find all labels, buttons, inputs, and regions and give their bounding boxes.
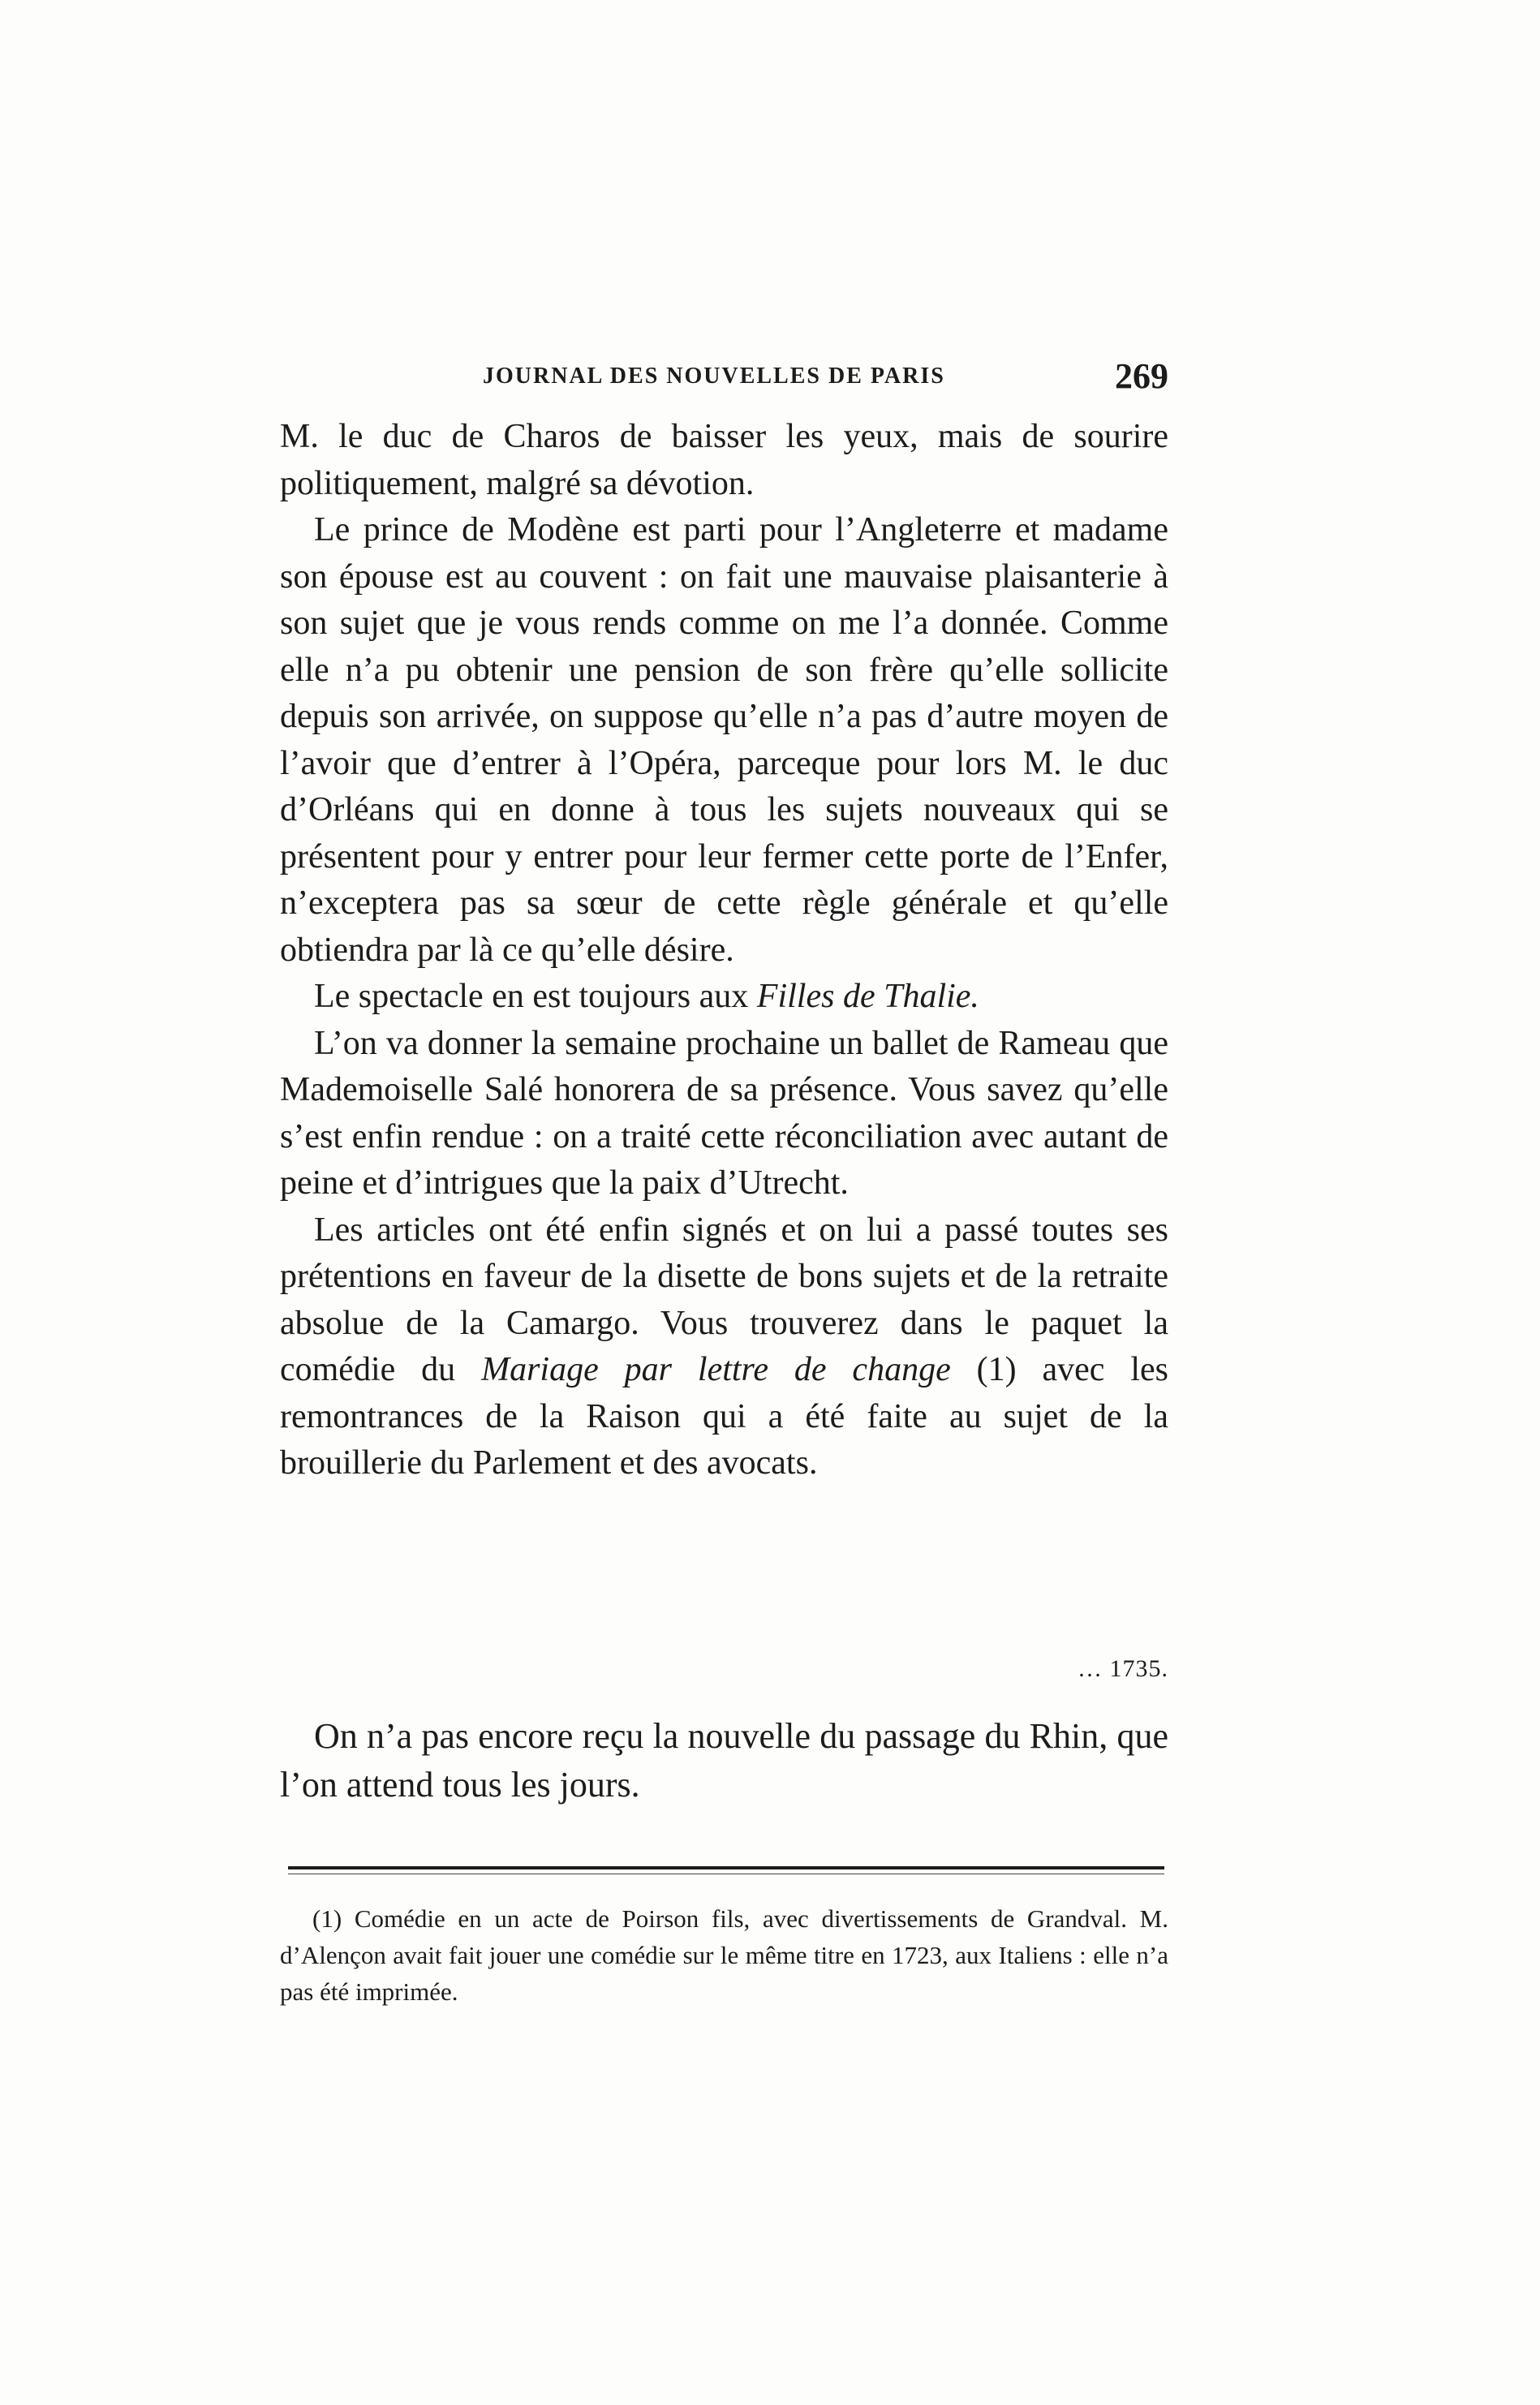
footnote-rule	[288, 1866, 1164, 1869]
running-head	[280, 355, 1168, 404]
paragraph-3	[280, 974, 1168, 1021]
dated-entry	[280, 1712, 1168, 1809]
footnote	[280, 1900, 1168, 2010]
running-title: JOURNAL DES NOUVELLES DE PARIS	[483, 364, 945, 389]
paragraph-1: M. le duc de Charos de baisser les yeux, mais de sourire politiquement, malgré sa dévotion.	[280, 418, 1168, 502]
main-text	[280, 414, 1168, 1487]
paragraph-2: Le prince de Modène est parti pour l’Angleterre et madame son épouse est au couvent : on fait une mauvaise plaisanterie à son sujet que je vous rends comme on me l’a donnée. Comme elle n’a pu obtenir une pension de son frère qu’elle sollicite depuis son arrivée, on suppose qu’elle n’a pas d’autre moyen de l’avoir que d’entrer à l’Opéra, parceque pour lors M. le duc d’Orléans qui en donne à tous les sujets nouveaux qui se présentent pour y entrer pour leur fermer cette porte de l’Enfer, n’exceptera pas sa sœur de cette règle générale et qu’elle obtiendra par là ce qu’elle désire.	[280, 511, 1168, 969]
paragraph-5-text-a: Les articles ont été enfin signés et on lui a passé toutes ses prétentions en faveur de la disette de bons sujets et de la retraite absolue de la Camargo. Vous trouverez dans le paquet la comédie du	[280, 1211, 1168, 1388]
paragraph-3-italic: Filles de Thalie.	[756, 978, 979, 1015]
paragraph-4: L’on va donner la semaine prochaine un ballet de Rameau que Mademoiselle Salé honorera de sa présence. Vous savez qu’elle s’est enfin rendue : on a traité cette réconciliation avec autant de peine et d’intrigues que la paix d’Utrecht.	[280, 1024, 1168, 1202]
paragraph-3-text: Le spectacle en est toujours aux	[314, 978, 757, 1015]
paragraph-5-italic: Mariage par lettre de change	[481, 1351, 951, 1388]
paragraph-5-text-b: (1) avec les remontrances de la Raison qui a été faite au sujet de la brouillerie du Parlement et des avocats.	[280, 1351, 1168, 1482]
dateline: … 1735.	[1078, 1655, 1168, 1682]
page-number: 269	[1115, 356, 1168, 396]
paragraph-5	[280, 1207, 1168, 1487]
footnote-text: (1) Comédie en un acte de Poirson fils, avec divertissements de Grandval. M. d’Alençon avait fait jouer une comédie sur le même titre en 1723, aux Italiens : elle n’a pas été imprimée.	[280, 1904, 1168, 2006]
dated-paragraph: On n’a pas encore reçu la nouvelle du passage du Rhin, que l’on attend tous les jours.	[280, 1716, 1168, 1805]
